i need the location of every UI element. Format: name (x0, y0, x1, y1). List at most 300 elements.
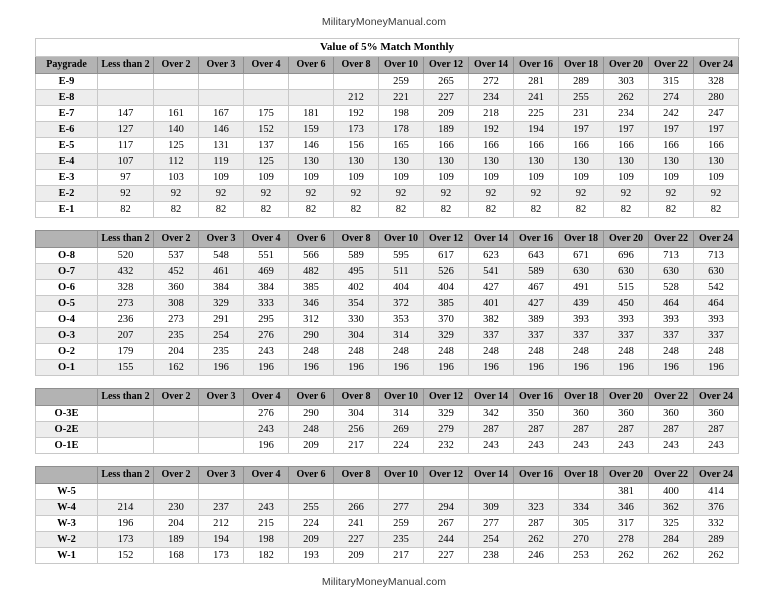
value-cell (98, 422, 154, 438)
value-cell: 328 (98, 280, 154, 296)
value-cell: 248 (424, 344, 469, 360)
value-cell: 248 (649, 344, 694, 360)
section-spacer (36, 454, 739, 467)
value-cell: 287 (649, 422, 694, 438)
value-cell: 427 (469, 280, 514, 296)
value-cell: 262 (604, 548, 649, 564)
value-cell: 92 (244, 186, 289, 202)
table-row (36, 170, 739, 186)
value-cell: 159 (289, 122, 334, 138)
value-cell: 243 (469, 438, 514, 454)
value-cell: 130 (649, 154, 694, 170)
value-cell (98, 484, 154, 500)
value-cell: 551 (244, 248, 289, 264)
value-cell: 276 (244, 406, 289, 422)
value-cell: 82 (469, 202, 514, 218)
value-cell: 109 (334, 170, 379, 186)
value-cell: 360 (559, 406, 604, 422)
value-cell: 182 (244, 548, 289, 564)
value-cell: 178 (379, 122, 424, 138)
value-cell: 92 (469, 186, 514, 202)
value-cell: 235 (199, 344, 244, 360)
column-header-2: Over 3 (199, 57, 244, 74)
value-cell: 317 (604, 516, 649, 532)
value-cell: 274 (649, 90, 694, 106)
site-branding-bottom: MilitaryMoneyManual.com (321, 576, 447, 588)
value-cell: 287 (514, 422, 559, 438)
value-cell: 248 (469, 344, 514, 360)
value-cell: 243 (649, 438, 694, 454)
value-cell: 342 (469, 406, 514, 422)
value-cell: 189 (154, 532, 199, 548)
value-cell: 303 (604, 74, 649, 90)
value-cell: 207 (98, 328, 154, 344)
value-cell: 713 (694, 248, 739, 264)
column-header-6: Over 10 (379, 467, 424, 484)
value-cell: 243 (244, 500, 289, 516)
column-header-9: Over 16 (514, 467, 559, 484)
value-cell: 109 (649, 170, 694, 186)
value-cell: 119 (199, 154, 244, 170)
value-cell: 167 (199, 106, 244, 122)
value-cell: 197 (604, 122, 649, 138)
value-cell: 334 (559, 500, 604, 516)
value-cell: 130 (604, 154, 649, 170)
value-cell: 231 (559, 106, 604, 122)
value-cell (379, 484, 424, 500)
value-cell: 248 (559, 344, 604, 360)
paygrade-column-header: Paygrade (36, 57, 98, 74)
value-cell: 346 (289, 296, 334, 312)
column-header-1: Over 2 (154, 389, 199, 406)
value-cell: 92 (694, 186, 739, 202)
paygrade-cell: O-1 (36, 360, 98, 376)
value-cell: 328 (694, 74, 739, 90)
column-header-13: Over 24 (694, 389, 739, 406)
value-cell: 354 (334, 296, 379, 312)
value-cell: 241 (514, 90, 559, 106)
value-cell: 262 (514, 532, 559, 548)
value-cell: 589 (514, 264, 559, 280)
value-cell (514, 484, 559, 500)
column-header-row-officer (36, 231, 739, 248)
table-row (36, 74, 739, 90)
value-cell: 130 (514, 154, 559, 170)
value-cell: 287 (469, 422, 514, 438)
value-cell: 92 (604, 186, 649, 202)
value-cell (289, 90, 334, 106)
column-header-12: Over 22 (649, 467, 694, 484)
value-cell: 537 (154, 248, 199, 264)
value-cell: 384 (244, 280, 289, 296)
value-cell (154, 74, 199, 90)
value-cell: 526 (424, 264, 469, 280)
value-cell: 137 (244, 138, 289, 154)
value-cell: 82 (649, 202, 694, 218)
value-cell: 130 (379, 154, 424, 170)
value-cell: 332 (694, 516, 739, 532)
column-header-7: Over 12 (424, 57, 469, 74)
value-cell: 256 (334, 422, 379, 438)
value-cell: 235 (379, 532, 424, 548)
value-cell: 166 (514, 138, 559, 154)
value-cell: 117 (98, 138, 154, 154)
value-cell: 333 (244, 296, 289, 312)
value-cell: 112 (154, 154, 199, 170)
value-cell: 107 (98, 154, 154, 170)
value-cell: 491 (559, 280, 604, 296)
value-cell (98, 438, 154, 454)
value-cell: 384 (199, 280, 244, 296)
value-cell: 467 (514, 280, 559, 296)
column-header-12: Over 22 (649, 389, 694, 406)
value-cell (154, 484, 199, 500)
table-row (36, 296, 739, 312)
value-cell: 623 (469, 248, 514, 264)
site-branding-top: MilitaryMoneyManual.com (321, 16, 447, 28)
value-cell: 304 (334, 328, 379, 344)
value-cell: 280 (694, 90, 739, 106)
value-cell: 243 (244, 422, 289, 438)
paygrade-cell: E-6 (36, 122, 98, 138)
column-header-4: Over 6 (289, 57, 334, 74)
value-cell: 166 (694, 138, 739, 154)
value-cell: 262 (604, 90, 649, 106)
table-row (36, 438, 739, 454)
value-cell: 238 (469, 548, 514, 564)
value-cell: 243 (244, 344, 289, 360)
value-cell: 309 (469, 500, 514, 516)
value-cell: 196 (289, 360, 334, 376)
value-cell: 671 (559, 248, 604, 264)
value-cell: 92 (649, 186, 694, 202)
table-row (36, 360, 739, 376)
column-header-5: Over 8 (334, 231, 379, 248)
value-cell: 360 (649, 406, 694, 422)
section-spacer-cell (36, 454, 739, 467)
column-header-row-officer-prior-enlisted (36, 389, 739, 406)
value-cell: 147 (98, 106, 154, 122)
value-cell: 520 (98, 248, 154, 264)
paygrade-column-header (36, 389, 98, 406)
value-cell: 196 (379, 360, 424, 376)
value-cell: 291 (199, 312, 244, 328)
column-header-3: Over 4 (244, 231, 289, 248)
value-cell: 127 (98, 122, 154, 138)
column-header-13: Over 24 (694, 57, 739, 74)
column-header-8: Over 14 (469, 389, 514, 406)
value-cell: 382 (469, 312, 514, 328)
column-header-4: Over 6 (289, 467, 334, 484)
value-cell (199, 406, 244, 422)
paygrade-cell: O-5 (36, 296, 98, 312)
value-cell: 287 (514, 516, 559, 532)
value-cell: 265 (424, 74, 469, 90)
value-cell: 196 (244, 438, 289, 454)
value-cell: 284 (649, 532, 694, 548)
value-cell: 337 (694, 328, 739, 344)
section-spacer-cell (36, 376, 739, 389)
value-cell: 262 (649, 548, 694, 564)
paygrade-cell: E-7 (36, 106, 98, 122)
value-cell: 314 (379, 328, 424, 344)
column-header-1: Over 2 (154, 57, 199, 74)
value-cell: 82 (514, 202, 559, 218)
value-cell: 209 (334, 548, 379, 564)
value-cell: 209 (289, 532, 334, 548)
value-cell: 273 (154, 312, 199, 328)
value-cell: 152 (98, 548, 154, 564)
value-cell: 82 (154, 202, 199, 218)
column-header-9: Over 16 (514, 231, 559, 248)
value-cell: 197 (649, 122, 694, 138)
column-header-1: Over 2 (154, 467, 199, 484)
value-cell: 402 (334, 280, 379, 296)
column-header-2: Over 3 (199, 389, 244, 406)
value-cell: 393 (604, 312, 649, 328)
value-cell: 246 (514, 548, 559, 564)
value-cell: 461 (199, 264, 244, 280)
paygrade-cell: W-5 (36, 484, 98, 500)
value-cell: 196 (694, 360, 739, 376)
value-cell: 360 (154, 280, 199, 296)
column-header-6: Over 10 (379, 389, 424, 406)
value-cell: 289 (559, 74, 604, 90)
column-header-5: Over 8 (334, 389, 379, 406)
value-cell: 82 (98, 202, 154, 218)
value-cell: 381 (604, 484, 649, 500)
value-cell: 279 (424, 422, 469, 438)
value-cell: 103 (154, 170, 199, 186)
column-header-10: Over 18 (559, 467, 604, 484)
section-spacer (36, 218, 739, 231)
value-cell: 166 (469, 138, 514, 154)
value-cell: 192 (469, 122, 514, 138)
value-cell: 360 (694, 406, 739, 422)
value-cell: 353 (379, 312, 424, 328)
value-cell: 254 (469, 532, 514, 548)
value-cell: 290 (289, 328, 334, 344)
value-cell: 696 (604, 248, 649, 264)
paygrade-cell: O-3 (36, 328, 98, 344)
table-row (36, 406, 739, 422)
value-cell: 287 (559, 422, 604, 438)
value-cell: 511 (379, 264, 424, 280)
value-cell: 92 (379, 186, 424, 202)
value-cell: 92 (154, 186, 199, 202)
value-cell: 173 (98, 532, 154, 548)
table-row (36, 202, 739, 218)
value-cell: 308 (154, 296, 199, 312)
value-cell: 370 (424, 312, 469, 328)
value-cell: 393 (559, 312, 604, 328)
value-cell: 329 (424, 406, 469, 422)
value-cell: 198 (379, 106, 424, 122)
value-cell: 97 (98, 170, 154, 186)
value-cell: 166 (559, 138, 604, 154)
value-cell: 92 (199, 186, 244, 202)
value-cell (154, 90, 199, 106)
column-header-10: Over 18 (559, 231, 604, 248)
value-cell: 92 (514, 186, 559, 202)
value-cell: 224 (379, 438, 424, 454)
value-cell: 109 (604, 170, 649, 186)
value-cell: 173 (199, 548, 244, 564)
value-cell: 209 (289, 438, 334, 454)
value-cell: 189 (424, 122, 469, 138)
value-cell (559, 484, 604, 500)
value-cell: 432 (98, 264, 154, 280)
value-cell: 130 (289, 154, 334, 170)
value-cell: 92 (98, 186, 154, 202)
column-header-8: Over 14 (469, 57, 514, 74)
value-cell: 248 (289, 422, 334, 438)
value-cell: 329 (424, 328, 469, 344)
paygrade-cell: E-1 (36, 202, 98, 218)
value-cell: 360 (604, 406, 649, 422)
value-cell: 315 (649, 74, 694, 90)
column-header-0: Less than 2 (98, 57, 154, 74)
value-cell: 287 (604, 422, 649, 438)
value-cell: 304 (334, 406, 379, 422)
value-cell: 161 (154, 106, 199, 122)
value-cell: 197 (694, 122, 739, 138)
value-cell: 393 (649, 312, 694, 328)
column-header-0: Less than 2 (98, 231, 154, 248)
value-cell: 247 (694, 106, 739, 122)
value-cell: 337 (559, 328, 604, 344)
value-cell: 393 (694, 312, 739, 328)
paygrade-cell: O-7 (36, 264, 98, 280)
value-cell (98, 90, 154, 106)
value-cell: 270 (559, 532, 604, 548)
value-cell: 289 (694, 532, 739, 548)
value-cell: 337 (469, 328, 514, 344)
value-cell: 414 (694, 484, 739, 500)
value-cell: 224 (289, 516, 334, 532)
paygrade-cell: O-8 (36, 248, 98, 264)
value-cell: 272 (469, 74, 514, 90)
value-cell: 109 (244, 170, 289, 186)
value-cell: 255 (289, 500, 334, 516)
value-cell: 314 (379, 406, 424, 422)
value-cell: 548 (199, 248, 244, 264)
value-cell: 589 (334, 248, 379, 264)
value-cell: 236 (98, 312, 154, 328)
value-cell: 109 (199, 170, 244, 186)
value-cell: 82 (334, 202, 379, 218)
value-cell: 227 (424, 90, 469, 106)
value-cell: 130 (469, 154, 514, 170)
table-row (36, 500, 739, 516)
paygrade-cell: E-9 (36, 74, 98, 90)
column-header-7: Over 12 (424, 389, 469, 406)
section-spacer (36, 376, 739, 389)
value-cell: 290 (289, 406, 334, 422)
column-header-11: Over 20 (604, 57, 649, 74)
value-cell: 156 (334, 138, 379, 154)
column-header-0: Less than 2 (98, 389, 154, 406)
table-row (36, 186, 739, 202)
table-row (36, 280, 739, 296)
value-cell: 140 (154, 122, 199, 138)
value-cell: 248 (514, 344, 559, 360)
value-cell: 234 (469, 90, 514, 106)
value-cell: 350 (514, 406, 559, 422)
value-cell: 277 (379, 500, 424, 516)
value-cell (334, 74, 379, 90)
value-cell: 227 (334, 532, 379, 548)
value-cell: 131 (199, 138, 244, 154)
value-cell: 204 (154, 516, 199, 532)
value-cell: 109 (289, 170, 334, 186)
value-cell: 109 (424, 170, 469, 186)
value-cell: 198 (244, 532, 289, 548)
column-header-6: Over 10 (379, 57, 424, 74)
value-cell: 227 (424, 548, 469, 564)
value-cell: 630 (559, 264, 604, 280)
value-cell: 168 (154, 548, 199, 564)
value-cell: 515 (604, 280, 649, 296)
value-cell: 92 (334, 186, 379, 202)
paygrade-cell: E-8 (36, 90, 98, 106)
column-header-9: Over 16 (514, 57, 559, 74)
value-cell: 162 (154, 360, 199, 376)
paygrade-cell: O-1E (36, 438, 98, 454)
paygrade-cell: O-2E (36, 422, 98, 438)
value-cell: 262 (694, 548, 739, 564)
value-cell: 166 (649, 138, 694, 154)
value-cell: 294 (424, 500, 469, 516)
value-cell: 495 (334, 264, 379, 280)
column-header-row-enlisted (36, 57, 739, 74)
value-cell: 196 (469, 360, 514, 376)
value-cell: 82 (289, 202, 334, 218)
column-header-3: Over 4 (244, 57, 289, 74)
value-cell: 267 (424, 516, 469, 532)
value-cell: 542 (694, 280, 739, 296)
value-cell: 196 (98, 516, 154, 532)
value-cell: 330 (334, 312, 379, 328)
value-cell: 312 (289, 312, 334, 328)
value-cell: 630 (649, 264, 694, 280)
value-cell: 173 (334, 122, 379, 138)
column-header-12: Over 22 (649, 231, 694, 248)
column-header-11: Over 20 (604, 231, 649, 248)
column-header-7: Over 12 (424, 467, 469, 484)
value-cell: 248 (379, 344, 424, 360)
value-cell (154, 406, 199, 422)
paygrade-cell: O-6 (36, 280, 98, 296)
value-cell (199, 74, 244, 90)
value-cell: 234 (604, 106, 649, 122)
value-cell (154, 438, 199, 454)
value-cell: 109 (379, 170, 424, 186)
value-cell: 566 (289, 248, 334, 264)
column-header-5: Over 8 (334, 467, 379, 484)
value-cell: 152 (244, 122, 289, 138)
table-row (36, 264, 739, 280)
value-cell: 259 (379, 516, 424, 532)
value-cell: 278 (604, 532, 649, 548)
value-cell: 244 (424, 532, 469, 548)
paygrade-cell: O-4 (36, 312, 98, 328)
value-cell: 376 (694, 500, 739, 516)
value-cell: 450 (604, 296, 649, 312)
value-cell: 196 (199, 360, 244, 376)
value-cell: 385 (424, 296, 469, 312)
value-cell: 209 (424, 106, 469, 122)
